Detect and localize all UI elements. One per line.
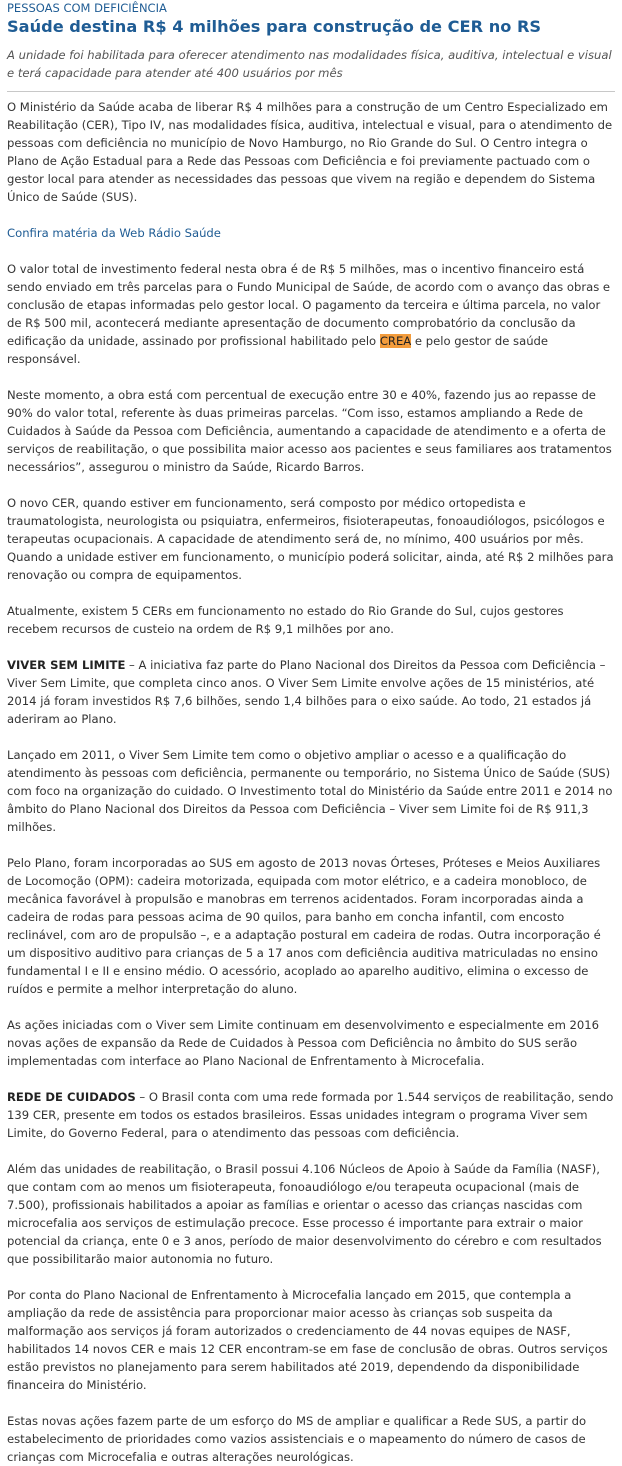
paragraph-opm: Pelo Plano, foram incorporadas ao SUS em agosto de 2013 novas Órteses, Próteses e Meios Auxiliares de Locomoção (OPM): cadeira motorizada, equipada com motor elétrico, e a cadeira monobloco, de mecânica favorável à propulsão e manobras em terrenos acidentados. Foram incorporadas ainda a cadeira de rodas para pessoas acima de 90 quilos, para banho em concha infantil, com encosto reclinável, com aro de propulsão –, e a adaptação postural em cadeira de rodas. Outra incorporação é um dispositivo auditivo para crianças de 5 a 17 anos com deficiência auditiva matriculadas no ensino fundamental I e II e ensino médio. O acessório, acoplado ao aparelho auditivo, elimina o excesso de ruídos e permite a melhor interpretação do aluno. [7,856,601,996]
paragraph-closing: Estas novas ações fazem parte de um esforço do MS de ampliar e qualificar a Rede SUS, a partir do estabelecimento de prioridades como vazios assistenciais e o mapeamento do número de casos de crianças com Microcefalia e outras alterações neurológicas. [7,1414,587,1464]
paragraph-investment-end: e pelo gestor de saúde responsável. [7,334,549,366]
paragraph-expansion: As ações iniciadas com o Viver sem Limite continuam em desenvolvimento e especialmente em 2016 novas ações de expansão da Rede de Cuidados à Pessoa com Deficiência no âmbito do SUS serão implementadas com interface ao Plano Nacional de Enfrentamento à Microcefalia. [7,1018,600,1068]
paragraph-new-cer: O novo CER, quando estiver em funcionamento, será composto por médico ortopedista e traumatologista, neurologista ou psiquiatra, enfermeiros, fisioterapeutas, fonoaudiólogos, psicólogos e terapeutas ocupacionais. A capacidade de atendimento será de, no mínimo, 400 usuários por mês. Quando a unidade estiver em funcionamento, o município poderá solicitar, ainda, até R$ 2 milhões para renovação ou compra de equipamentos. [7,496,614,582]
paragraph-progress: Neste momento, a obra está com percentual de execução entre 30 e 40%, fazendo jus ao repasse de 90% do valor total, referente às duas primeiras parcelas. “Com isso, estamos ampliando a Rede de Cuidados à Saúde da Pessoa com Deficiência, aumentando a capacidade de atendimento e a oferta de serviços de reabilitação, o que possibilita maior acesso aos pacientes e seus familiares aos tratamentos necessários”, assegurou o ministro da Saúde, Ricardo Barros. [7,388,612,474]
section-heading-rede-de-cuidados: REDE DE CUIDADOS [7,1090,136,1104]
paragraph-investment-text: O valor total de investimento federal nesta obra é de R$ 5 milhões, mas o incentivo financeiro está sendo enviado em três parcelas para o Fundo Municipal de Saúde, de acordo com o avanço das obras e conclusão de etapas informadas pelo gestor local. O pagamento da terceira e última parcela, no valor de R$ 500 mil, acontecerá mediante apresentação de documento comprobatório da conclusão da edificação da unidade, assinado por profissional habilitado pelo [7,262,611,348]
paragraph-launch: Lançado em 2011, o Viver Sem Limite tem como o objetivo ampliar o acesso e a qualificação do atendimento às pessoas com deficiência, permanente ou temporário, no Sistema Único de Saúde (SUS) com foco na organização do cuidado. O Investimento total do Ministério da Saúde entre 2011 e 2014 no âmbito do Plano Nacional dos Direitos da Pessoa com Deficiência – Viver sem Limite foi de R$ 911,3 milhões. [7,748,613,834]
article-kicker: PESSOAS COM DEFICIÊNCIA [7,1,167,15]
paragraph-viver-sem-limite-text: – A iniciativa faz parte do Plano Nacional dos Direitos da Pessoa com Deficiência – Viver Sem Limite, que completa cinco anos. O Viver Sem Limite envolve ações de 15 ministérios, até 2014 já foram investidos R$ 7,6 bilhões, sendo 1,4 bilhões para o eixo saúde. Ao todo, 21 estados já aderiram ao Plano. [7,658,606,726]
paragraph-intro: O Ministério da Saúde acaba de liberar R$ 4 milhões para a construção de um Centro Especializado em Reabilitação (CER), Tipo IV, nas modalidades física, auditiva, intelectual e visual, para o atendimento de pessoas com deficiência no município de Novo Hamburgo, no Rio Grande do Sul. O Centro integra o Plano de Ação Estadual para a Rede das Pessoas com Deficiência e foi previamente pactuado com o gestor local para atender as necessidades das pessoas que vivem na região e dependem do Sistema Único de Saúde (SUS). [7,100,613,204]
article-lead: A unidade foi habilitada para oferecer atendimento nas modalidades física, auditiva, intelectual e visual e terá capacidade para atender até 400 usuários por mês [7,48,612,80]
paragraph-nasf: Além das unidades de reabilitação, o Brasil possui 4.106 Núcleos de Apoio à Saúde da Família (NASF), que contam com ao menos um fisioterapeuta, fonoaudiólogo e/ou terapeuta ocupacional (mais de 7.500), profissionais habilitados a apoiar as famílias e orientar o acesso das crianças nascidas com microcefalia aos serviços de estimulação precoce. Esse processo é importante para extrair o maior potencial da criança, ente 0 e 3 anos, período de maior desenvolvimento do cérebro e com resultados que possibilitarão maior autonomia no futuro. [7,1162,602,1266]
paragraph-rede-de-cuidados-text: – O Brasil conta com uma rede formada por 1.544 serviços de reabilitação, sendo 139 CER, presente em todos os estados brasileiros. Essas unidades integram o programa Viver sem Limite, do Governo Federal, para o atendimento das pessoas com deficiência. [7,1090,614,1140]
section-heading-viver-sem-limite: VIVER SEM LIMITE [7,658,126,672]
web-radio-link[interactable]: Confira matéria da Web Rádio Saúde [7,226,221,240]
paragraph-microcefalia-plan: Por conta do Plano Nacional de Enfrentamento à Microcefalia lançado em 2015, que contempla a ampliação da rede de assistência para proporcionar maior acesso às crianças sob suspeita da malformação aos serviços já foram autorizados o credenciamento de 44 novas equipes de NASF, habilitados 14 novos CER e mais 12 CER encontram-se em fase de conclusão de obras. Outros serviços estão previstos no planejamento para serem habilitados até 2019, dependendo da disponibilidade financeira do Ministério. [7,1288,608,1392]
paragraph-viver-sem-limite [7,656,615,728]
article-title: Saúde destina R$ 4 milhões para construção de CER no RS [7,17,542,36]
paragraph-rede-de-cuidados [7,1088,615,1142]
crea-highlight: CREA [379,334,412,348]
paragraph-current-cers: Atualmente, existem 5 CERs em funcionamento no estado do Rio Grande do Sul, cujos gestores recebem recursos de custeio na ordem de R$ 9,1 milhões por ano. [7,604,564,636]
divider [7,91,615,92]
paragraph-investment [7,260,615,368]
